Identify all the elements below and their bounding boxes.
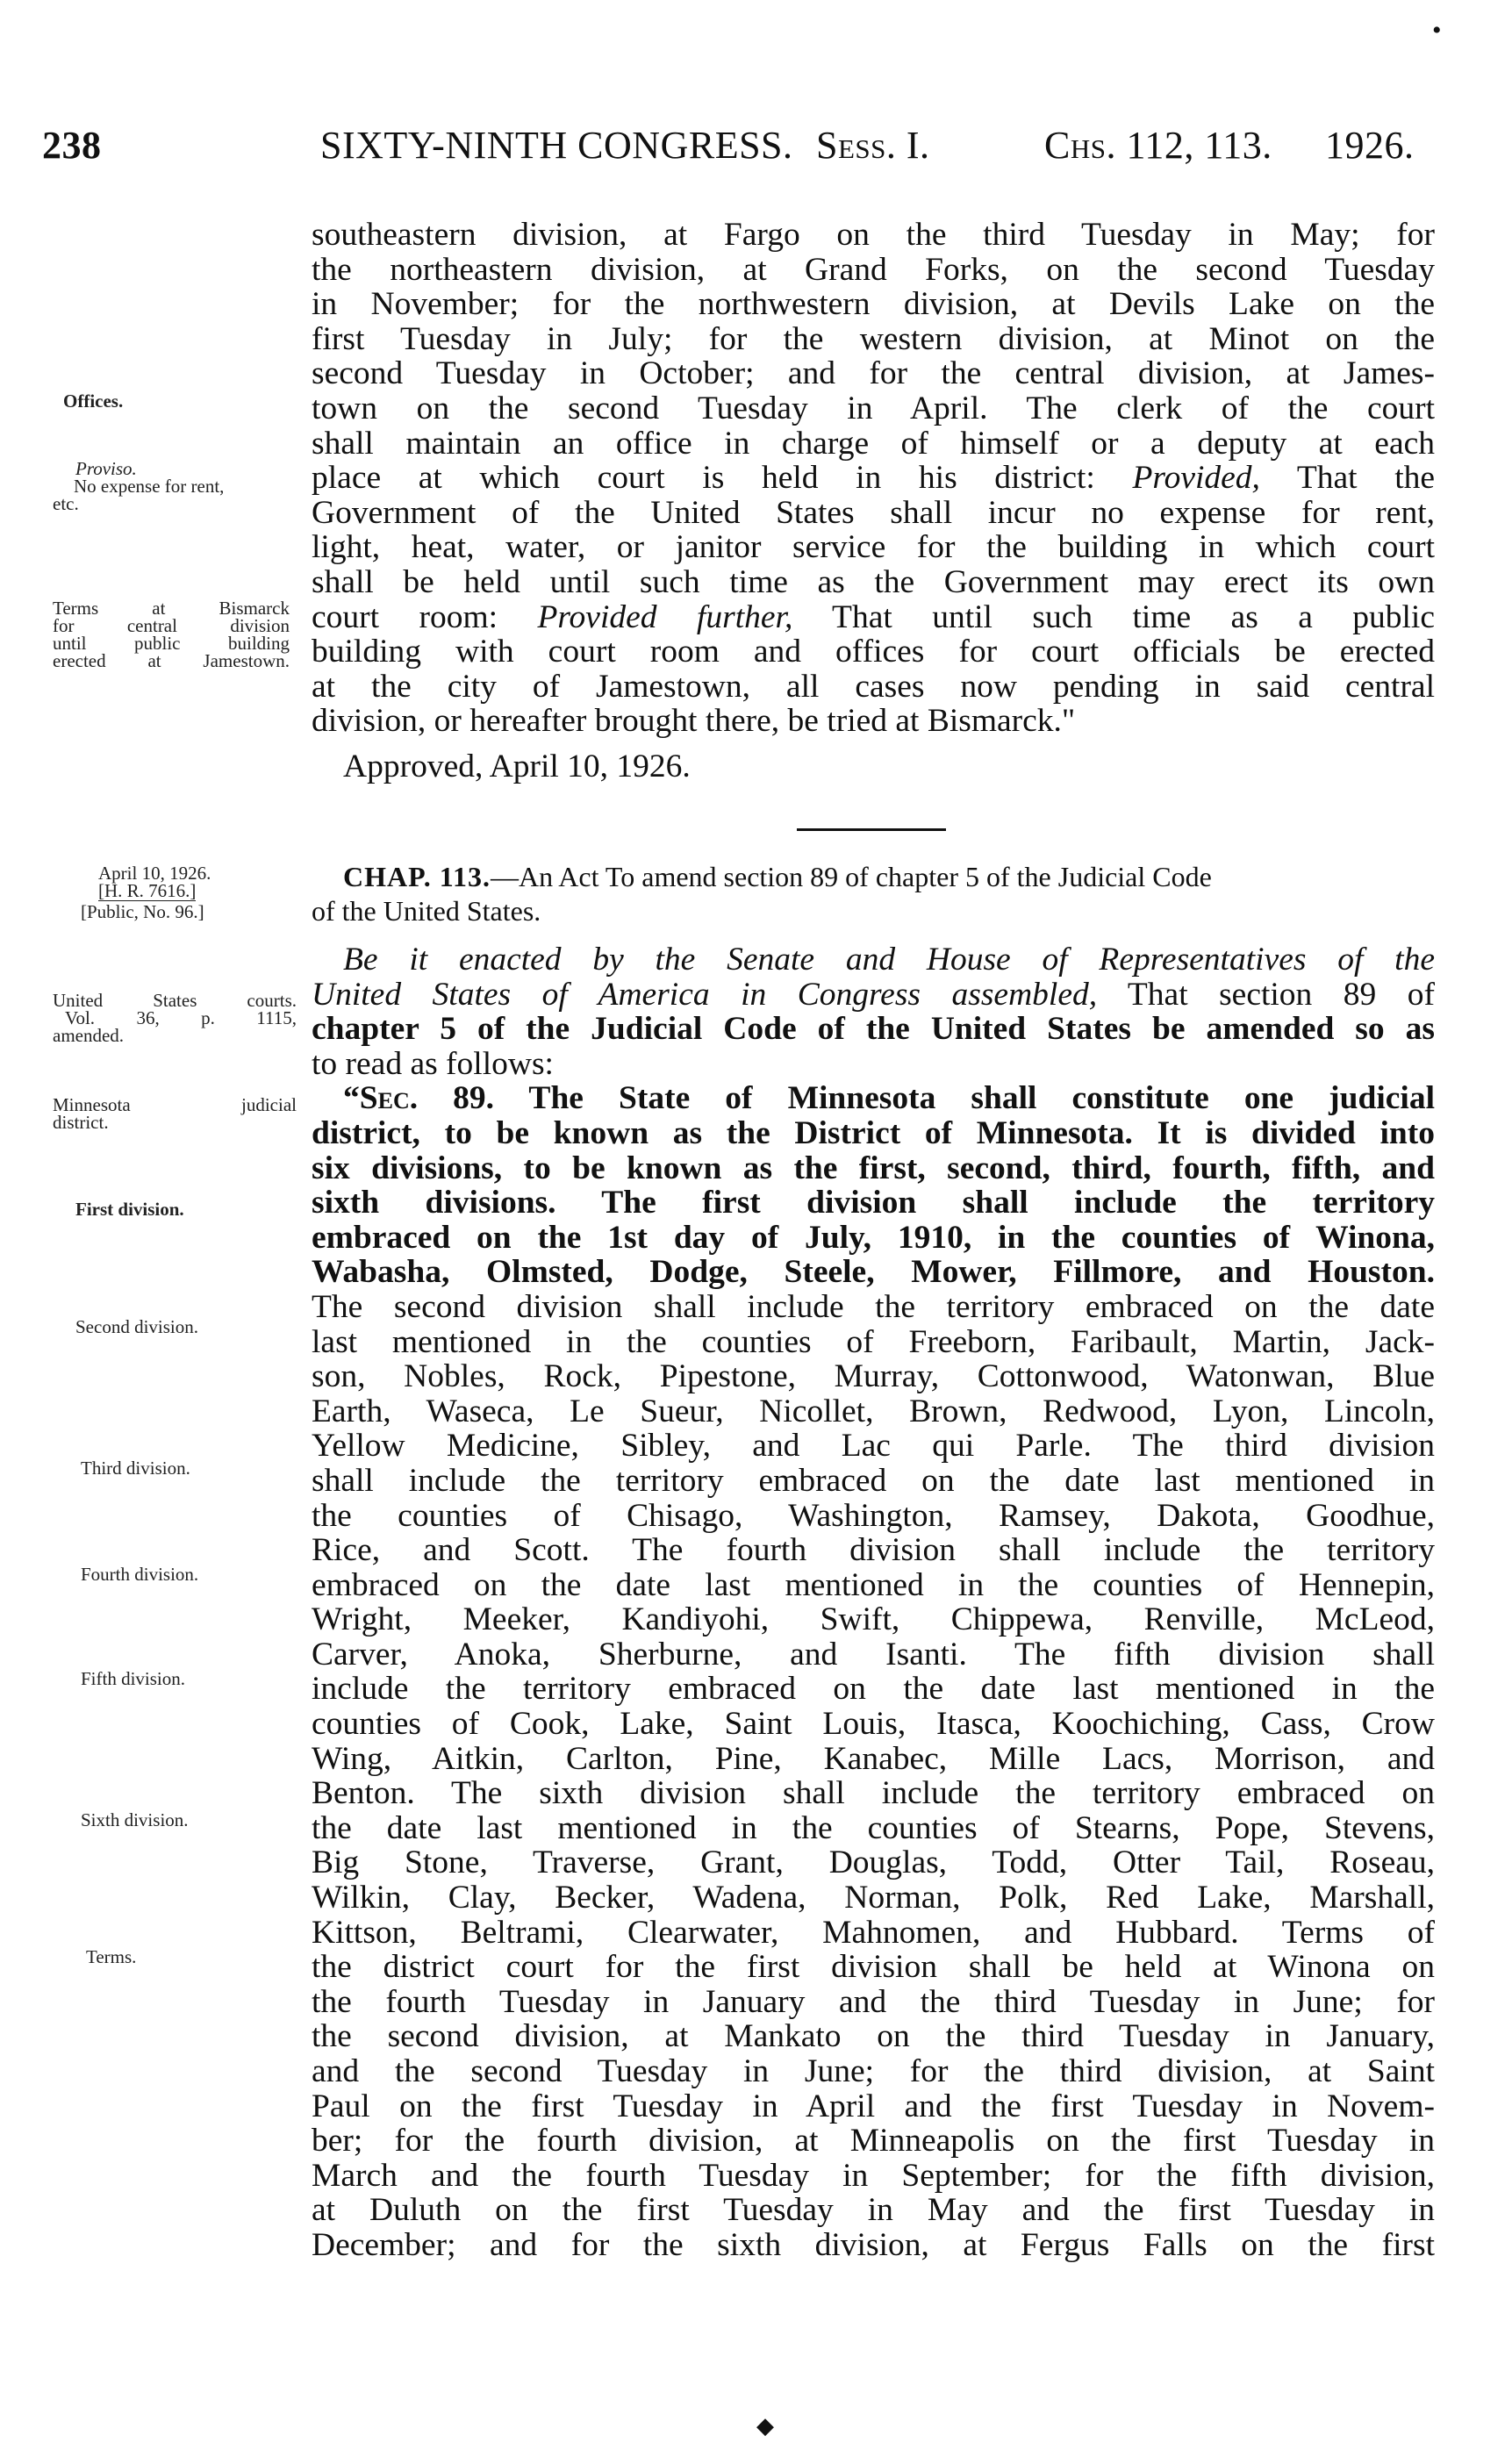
- text-line: at Duluth on the first Tuesday in May and the first Tuesday in: [312, 2192, 1435, 2229]
- text-line: town on the second Tuesday in April. The clerk of the court: [312, 390, 1435, 426]
- margin-us-courts: United States courts.: [53, 990, 297, 1011]
- text-segment: That section 89 of: [1097, 976, 1435, 1013]
- margin-offices: Offices.: [63, 390, 124, 412]
- margin-no-expense: No expense for rent,: [74, 476, 225, 497]
- text-line: March and the fourth Tuesday in September; for the fifth division,: [312, 2157, 1435, 2194]
- margin-amended: amended.: [53, 1025, 125, 1046]
- text-segment: The State of Minnesota shall constitute one judicial: [494, 1080, 1435, 1117]
- text-line: Paul on the first Tuesday in April and the first Tuesday in Novem-: [312, 2088, 1435, 2124]
- text-line: southeastern division, at Fargo on the third Tuesday in May; for: [312, 217, 1435, 253]
- text-line: last mentioned in the counties of Freeborn, Faribault, Martin, Jack-: [312, 1323, 1435, 1360]
- section-89-opening: [312, 1081, 1435, 1116]
- text-line: shall include the territory embraced on the date last mentioned in: [312, 1462, 1435, 1499]
- margin-terms-bismarck: until public building: [53, 633, 290, 654]
- text-line-proviso: [312, 461, 1435, 496]
- speck-mark: ◆: [756, 2413, 774, 2439]
- text-line: Wabasha, Olmsted, Dodge, Steele, Mower, Fillmore, and Houston.: [312, 1254, 1435, 1291]
- margin-third-division: Third division.: [81, 1458, 190, 1479]
- section-89-body: [312, 1116, 1435, 2263]
- section-divider: [797, 828, 946, 831]
- text-segment: That the: [1259, 460, 1436, 497]
- header-congress: SIXTY-NINTH CONGRESS.: [320, 124, 793, 167]
- page-number: 238: [42, 124, 102, 167]
- text-line: Big Stone, Traverse, Grant, Douglas, Todd, Otter Tail, Roseau,: [312, 1844, 1435, 1881]
- text-segment: place at which court is held in his district:: [312, 460, 1133, 497]
- text-line: at the city of Jamestown, all cases now pending in said central: [312, 668, 1435, 705]
- enacting-clause: [312, 942, 1435, 978]
- text-line: district, to be known as the District of Minnesota. It is divided into: [312, 1114, 1435, 1151]
- margin-terms-bismarck: Terms at Bismarck: [53, 598, 290, 619]
- text-line: shall maintain an office in charge of himself or a deputy at each: [312, 425, 1435, 462]
- text-line: Rice, and Scott. The fourth division shall include the territory: [312, 1532, 1435, 1569]
- chapter-112-text: [312, 218, 1435, 784]
- margin-approval-date: April 10, 1926.: [98, 863, 211, 884]
- enacting-italic: Be it enacted by the Senate and House of Representatives of the: [343, 942, 1435, 978]
- text-line: embraced on the 1st day of July, 1910, in the counties of Winona,: [312, 1219, 1435, 1256]
- margin-fourth-division: Fourth division.: [81, 1564, 199, 1585]
- chapter-113-text: [312, 942, 1435, 2263]
- margin-second-division: Second division.: [75, 1316, 198, 1337]
- chapter-113-title: [312, 860, 1435, 928]
- text-line: son, Nobles, Rock, Pipestone, Murray, Cottonwood, Watonwan, Blue: [312, 1358, 1435, 1395]
- text-line: the northeastern division, at Grand Forks, on the second Tuesday: [312, 251, 1435, 288]
- margin-fifth-division: Fifth division.: [81, 1668, 186, 1689]
- text-line: Earth, Waseca, Le Sueur, Nicollet, Brown, Redwood, Lyon, Lincoln,: [312, 1393, 1435, 1429]
- margin-no-expense-cont: etc.: [53, 493, 79, 514]
- text-line: first Tuesday in July; for the western division, at Minot on the: [312, 320, 1435, 357]
- margin-public-law: [Public, No. 96.]: [81, 901, 204, 922]
- margin-minnesota-district: Minnesota judicial: [53, 1094, 297, 1115]
- chapter-title: —An Act To amend section 89 of chapter 5 of the Judicial Code: [490, 861, 1212, 892]
- text-line: the second division, at Mankato on the third Tuesday in January,: [312, 2018, 1435, 2055]
- enacting-italic: United States of America in Congress assembled,: [312, 976, 1098, 1013]
- margin-minnesota-district-cont: district.: [53, 1112, 109, 1133]
- text-line: Wilkin, Clay, Becker, Wadena, Norman, Polk, Red Lake, Marshall,: [312, 1880, 1435, 1916]
- chapter-title-cont: of the United States.: [312, 895, 541, 927]
- text-line: include the territory embraced on the date last mentioned in the: [312, 1671, 1435, 1708]
- margin-bill-number: [H. R. 7616.]: [98, 880, 197, 901]
- text-line: ber; for the fourth division, at Minneapolis on the first Tuesday in: [312, 2123, 1435, 2160]
- text-line: in November; for the northwestern division, at Devils Lake on the: [312, 286, 1435, 323]
- text-line: embraced on the date last mentioned in the counties of Hennepin,: [312, 1566, 1435, 1603]
- text-line: counties of Cook, Lake, Saint Louis, Itasca, Koochiching, Cass, Crow: [312, 1706, 1435, 1743]
- text-line: division, or hereafter brought there, be tried at Bismarck.": [312, 703, 1076, 740]
- text-line: December; and for the sixth division, at Fergus Falls on the first: [312, 2226, 1435, 2263]
- text-line: shall be held until such time as the Government may erect its own: [312, 563, 1435, 600]
- margin-terms-bismarck: for central division: [53, 615, 290, 636]
- text-line: Kittson, Beltrami, Clearwater, Mahnomen, and Hubbard. Terms of: [312, 1914, 1435, 1951]
- margin-terms-bismarck: erected at Jamestown.: [53, 650, 290, 671]
- provided-italic: Provided,: [1132, 460, 1260, 497]
- text-line: to read as follows:: [312, 1045, 554, 1082]
- enacting-clause-cont: [312, 978, 1435, 1013]
- margin-first-division: First division.: [75, 1199, 184, 1220]
- text-line: sixth divisions. The first division shall include the territory: [312, 1185, 1435, 1221]
- text-line: Yellow Medicine, Sibley, and Lac qui Parle. The third division: [312, 1428, 1435, 1465]
- text-segment: court room:: [312, 598, 538, 635]
- text-line: The second division shall include the territory embraced on the date: [312, 1288, 1435, 1325]
- header-session: Sess. I.: [816, 124, 930, 167]
- margin-vol-ref: Vol. 36, p. 1115,: [65, 1007, 297, 1028]
- chapter-label: CHAP. 113.: [343, 861, 491, 892]
- speck-mark: •: [1432, 16, 1442, 45]
- text-line: chapter 5 of the Judicial Code of the United States be amended so as: [312, 1011, 1435, 1048]
- text-line: Wing, Aitkin, Carlton, Pine, Kanabec, Mille Lacs, Morrison, and: [312, 1740, 1435, 1777]
- text-line: and the second Tuesday in June; for the third division, at Saint: [312, 2053, 1435, 2089]
- text-line: Carver, Anoka, Sherburne, and Isanti. The fifth division shall: [312, 1636, 1435, 1673]
- text-line: the fourth Tuesday in January and the third Tuesday in June; for: [312, 1983, 1435, 2020]
- text-line: building with court room and offices for court officials be erected: [312, 634, 1435, 670]
- text-line: light, heat, water, or janitor service for the building in which court: [312, 529, 1435, 566]
- text-line: the district court for the first division shall be held at Winona on: [312, 1949, 1435, 1986]
- text-line: Benton. The sixth division shall include the territory embraced on: [312, 1775, 1435, 1812]
- text-line: second Tuesday in October; and for the central division, at James-: [312, 355, 1435, 392]
- provided-further-italic: Provided further,: [537, 598, 793, 635]
- text-line: the date last mentioned in the counties of Stearns, Pope, Stevens,: [312, 1809, 1435, 1846]
- margin-proviso: Proviso.: [75, 458, 137, 479]
- text-segment: That until such time as a public: [792, 598, 1435, 635]
- section-label: “Sec. 89.: [343, 1080, 495, 1117]
- header-chapters: Chs. 112, 113.: [1044, 124, 1272, 167]
- text-line: six divisions, to be known as the first, second, third, fourth, fifth, and: [312, 1150, 1435, 1186]
- header-year: 1926.: [1325, 124, 1415, 167]
- approved-line: Approved, April 10, 1926.: [343, 748, 691, 784]
- margin-sixth-division: Sixth division.: [81, 1809, 189, 1830]
- text-line: the counties of Chisago, Washington, Ramsey, Dakota, Goodhue,: [312, 1497, 1435, 1534]
- text-line: Government of the United States shall incur no expense for rent,: [312, 494, 1435, 531]
- margin-terms: Terms.: [86, 1946, 137, 1967]
- text-line-proviso: [312, 600, 1435, 635]
- text-line: Wright, Meeker, Kandiyohi, Swift, Chippewa, Renville, McLeod,: [312, 1601, 1435, 1638]
